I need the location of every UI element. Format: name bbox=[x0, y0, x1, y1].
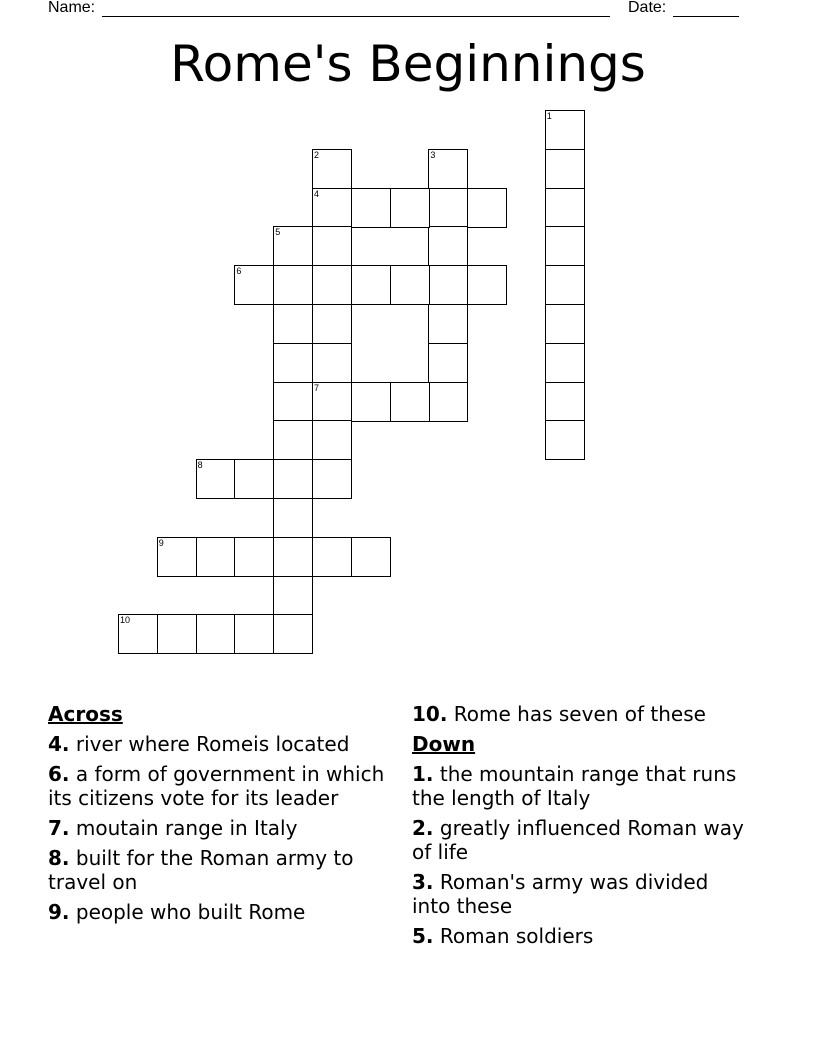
page-title: Rome's Beginnings bbox=[170, 35, 646, 93]
grid-cell[interactable] bbox=[273, 343, 313, 383]
grid-cell[interactable] bbox=[234, 459, 274, 499]
clue-item bbox=[48, 900, 388, 924]
clue-number: 5 bbox=[275, 227, 281, 238]
clue-num: 9. bbox=[48, 900, 70, 924]
grid-cell[interactable] bbox=[196, 614, 236, 654]
clue-item bbox=[412, 924, 752, 948]
clue-number: 9 bbox=[158, 537, 164, 548]
grid-cell[interactable] bbox=[312, 459, 352, 499]
grid-cell[interactable] bbox=[273, 382, 313, 422]
clue-text: the mountain range that runs the length of Italy bbox=[412, 762, 737, 810]
grid-cell[interactable] bbox=[234, 537, 274, 577]
clue-num: 6. bbox=[48, 762, 70, 786]
clue-item bbox=[412, 702, 752, 726]
clue-num: 2. bbox=[412, 816, 434, 840]
grid-cell[interactable] bbox=[273, 265, 313, 305]
clue-num: 7. bbox=[48, 816, 70, 840]
grid-cell[interactable] bbox=[273, 459, 313, 499]
grid-cell[interactable] bbox=[196, 459, 236, 499]
down-clue-list bbox=[412, 762, 752, 948]
clue-number: 2 bbox=[314, 149, 320, 160]
clue-text: river where Romeis located bbox=[75, 732, 350, 756]
grid-cell[interactable] bbox=[428, 382, 468, 422]
clue-item bbox=[48, 762, 388, 810]
grid-cell[interactable] bbox=[428, 226, 468, 266]
down-heading: Down bbox=[412, 732, 476, 756]
across-clue-list-continued bbox=[412, 702, 752, 726]
grid-cell[interactable] bbox=[545, 343, 585, 383]
grid-cell[interactable] bbox=[467, 265, 507, 305]
grid-cell[interactable] bbox=[545, 149, 585, 189]
grid-cell[interactable] bbox=[428, 265, 468, 305]
grid-cell[interactable] bbox=[157, 614, 197, 654]
grid-cell[interactable] bbox=[312, 537, 352, 577]
grid-cell[interactable] bbox=[234, 265, 274, 305]
grid-cell[interactable] bbox=[273, 420, 313, 460]
clue-number: 4 bbox=[314, 188, 320, 199]
clue-num: 8. bbox=[48, 846, 70, 870]
grid-cell[interactable] bbox=[545, 304, 585, 344]
clue-text: people who built Rome bbox=[75, 900, 306, 924]
clue-item bbox=[48, 732, 388, 756]
grid-cell[interactable] bbox=[234, 614, 274, 654]
grid-cell[interactable] bbox=[312, 265, 352, 305]
grid-cell[interactable] bbox=[428, 304, 468, 344]
grid-cell[interactable] bbox=[157, 537, 197, 577]
clue-text: Roman's army was divided into these bbox=[412, 870, 709, 918]
clue-num: 5. bbox=[412, 924, 434, 948]
clue-text: moutain range in Italy bbox=[75, 816, 298, 840]
grid-cell[interactable] bbox=[273, 498, 313, 538]
clue-text: built for the Roman army to travel on bbox=[48, 846, 354, 894]
clue-item bbox=[412, 816, 752, 864]
clue-text: greatly influenced Roman way of life bbox=[412, 816, 744, 864]
grid-cell[interactable] bbox=[312, 382, 352, 422]
grid-cell[interactable] bbox=[312, 304, 352, 344]
grid-cell[interactable] bbox=[467, 188, 507, 228]
grid-cell[interactable] bbox=[273, 537, 313, 577]
grid-cell[interactable] bbox=[545, 382, 585, 422]
grid-cell[interactable] bbox=[545, 188, 585, 228]
grid-cell[interactable] bbox=[545, 226, 585, 266]
grid-cell[interactable] bbox=[196, 537, 236, 577]
grid-cell[interactable] bbox=[390, 382, 430, 422]
grid-cell[interactable] bbox=[351, 537, 391, 577]
clue-number: 7 bbox=[314, 382, 320, 393]
clue-item bbox=[48, 816, 388, 840]
grid-cell[interactable] bbox=[312, 149, 352, 189]
grid-cell[interactable] bbox=[351, 265, 391, 305]
clue-num: 10. bbox=[412, 702, 448, 726]
clue-item bbox=[48, 846, 388, 894]
grid-cell[interactable] bbox=[273, 576, 313, 616]
grid-cell[interactable] bbox=[545, 110, 585, 150]
grid-cell[interactable] bbox=[118, 614, 158, 654]
clue-number: 6 bbox=[236, 266, 242, 277]
clue-num: 3. bbox=[412, 870, 434, 894]
clue-number: 8 bbox=[197, 460, 203, 471]
grid-cell[interactable] bbox=[312, 420, 352, 460]
grid-cell[interactable] bbox=[273, 226, 313, 266]
clue-item bbox=[412, 870, 752, 918]
clue-num: 1. bbox=[412, 762, 434, 786]
clue-text: Rome has seven of these bbox=[453, 702, 706, 726]
grid-cell[interactable] bbox=[351, 188, 391, 228]
clues-column-left bbox=[48, 702, 388, 930]
clue-text: Roman soldiers bbox=[439, 924, 594, 948]
grid-cell[interactable] bbox=[390, 188, 430, 228]
grid-cell[interactable] bbox=[273, 614, 313, 654]
name-label: Name: bbox=[48, 0, 96, 16]
clues-column-right bbox=[412, 702, 752, 954]
grid-cell[interactable] bbox=[273, 304, 313, 344]
clue-number: 3 bbox=[430, 149, 436, 160]
clue-text: a form of government in which its citizens vote for its leader bbox=[48, 762, 385, 810]
grid-cell[interactable] bbox=[390, 265, 430, 305]
grid-cell[interactable] bbox=[428, 343, 468, 383]
grid-cell[interactable] bbox=[545, 420, 585, 460]
grid-cell[interactable] bbox=[312, 343, 352, 383]
grid-cell[interactable] bbox=[545, 265, 585, 305]
date-label: Date: bbox=[628, 0, 667, 16]
grid-cell[interactable] bbox=[428, 149, 468, 189]
across-clue-list bbox=[48, 732, 388, 924]
grid-cell[interactable] bbox=[312, 188, 352, 228]
clue-number: 1 bbox=[546, 111, 552, 121]
clue-item bbox=[412, 762, 752, 810]
across-heading: Across bbox=[48, 702, 123, 726]
clue-number: 10 bbox=[120, 615, 131, 626]
grid-cell[interactable] bbox=[351, 382, 391, 422]
clue-num: 4. bbox=[48, 732, 70, 756]
grid-cell[interactable] bbox=[428, 188, 468, 228]
grid-cell[interactable] bbox=[312, 226, 352, 266]
